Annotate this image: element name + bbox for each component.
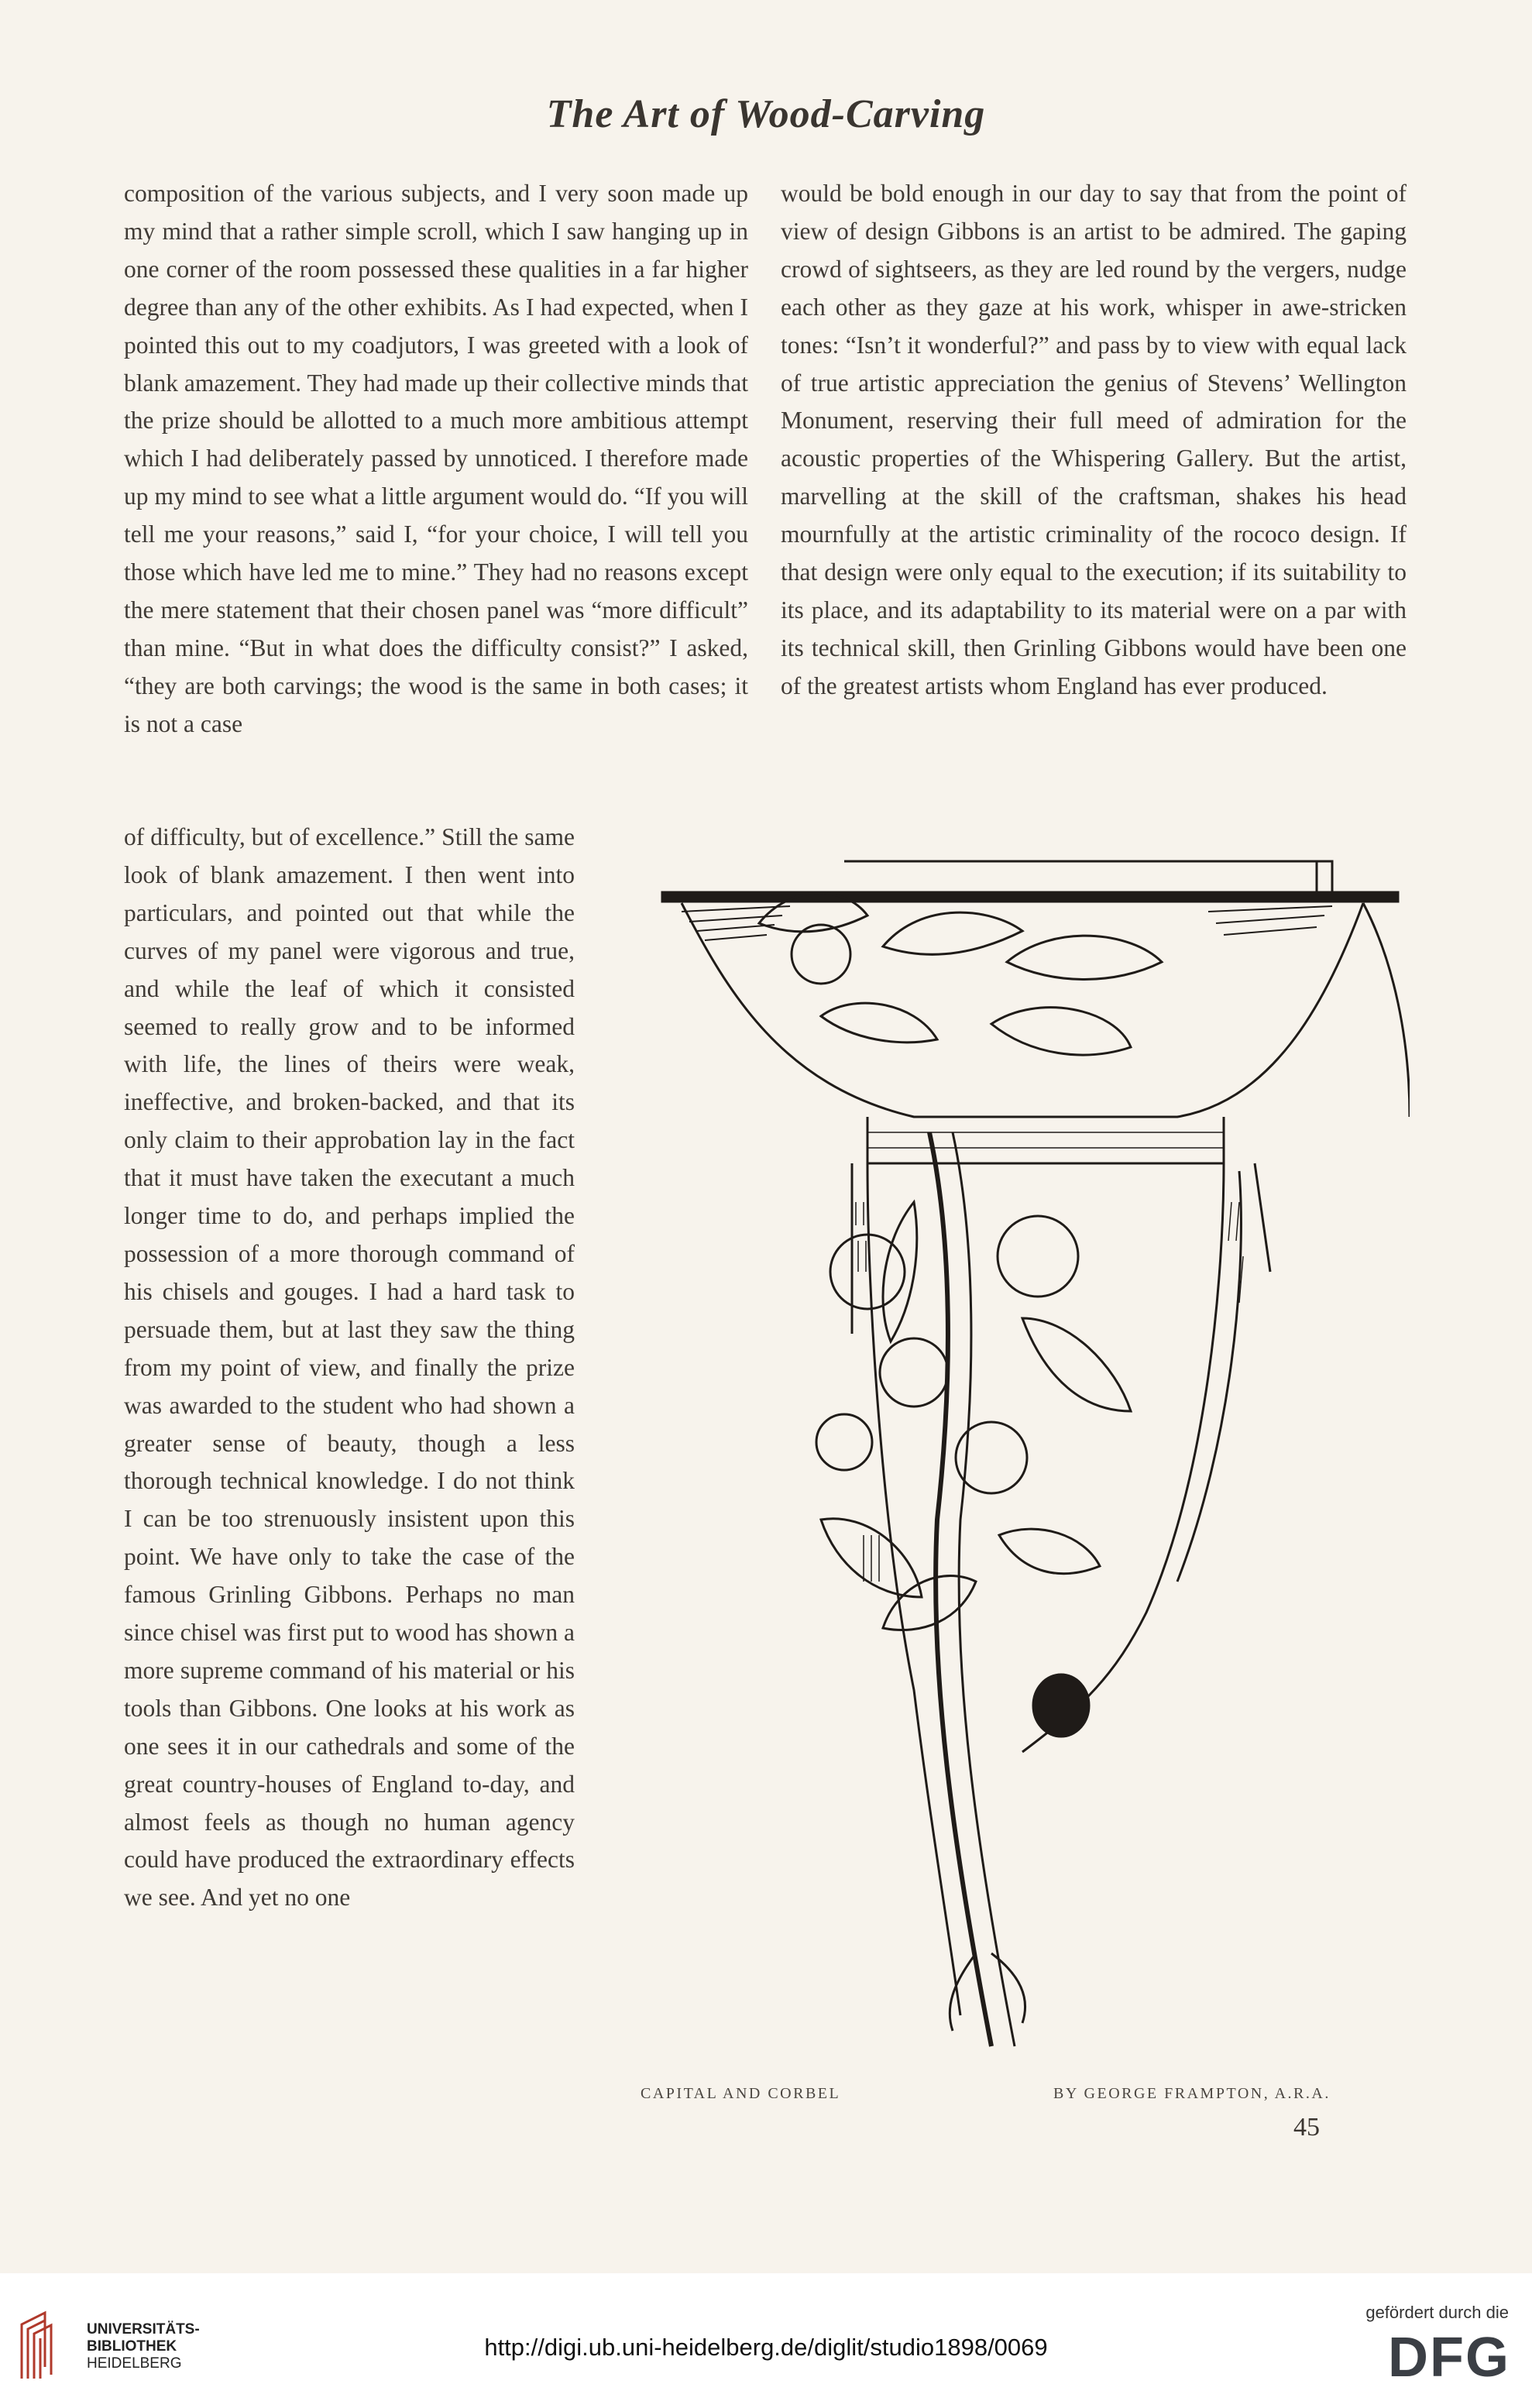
source-url-link[interactable]: http://digi.ub.uni-heidelberg.de/diglit/studio1898/0069 <box>484 2334 1048 2361</box>
carved-fruit <box>830 1235 905 1309</box>
carved-leaf <box>883 1202 917 1341</box>
carved-stem <box>929 1132 991 2046</box>
page-number: 45 <box>1293 2113 1320 2142</box>
carved-knot <box>1033 1675 1089 1736</box>
university-library-name: UNIVERSITÄTS- BIBLIOTHEK HEIDELBERG <box>87 2321 200 2372</box>
carved-leaf <box>1007 936 1162 979</box>
sponsor-text: gefördert durch die <box>1365 2303 1509 2322</box>
right-column-text: would be bold enough in our day to say that from the point of view of design Gibbons is an artist to be admired. The gaping crowd of sightseers, as they are led round by the vergers, nudge each other as they gaze at his work, whisper in awe-stricken tones: “Isn’t it wonderful?” and pass by to view with equal lack of true artistic appreciation the genius of Stevens’ Wellington Monument, reserving their full meed of admiration for the acoustic properties of the Whispering Gallery. But the artist, marvelling at the skill of the craftsman, shakes his head mournfully at the artistic criminality of the rococo design. If that design were only equal to the execution; if its suitability to its place, and its adaptability to its material were on a par with its technical skill, then Grinling Gibbons would have been one of the greatest artists whom England has ever produced. <box>781 180 1407 699</box>
carved-fruit <box>792 925 850 984</box>
carved-fruit <box>816 1414 872 1470</box>
carved-fruit <box>998 1216 1078 1297</box>
left-column-top-text: composition of the various subjects, and I very soon made up my mind that a rather simple scroll, which I saw hanging up in one corner of the room possessed these qualities in a far higher degree than any of the other exhibits. As I had expected, when I pointed this out to my coadjutors, I was greeted with a look of blank amazement. They had made up their collective minds that the prize should be allotted to a much more ambitious attempt which I had deliberately passed by unnoticed. I therefore made up my mind to see what a little argument would do. “If you will tell me your reasons,” said I, “for your choice, I will tell you those which have led me to mine.” They had no reasons except the mere statement that their chosen panel was “more difficult” than mine. “But in what does the difficulty consist?” I asked, “they are both carvings; the wood is the same in both cases; it is not a case <box>124 180 748 737</box>
dfg-logo-icon: DFG <box>1388 2327 1510 2389</box>
carved-leaf <box>999 1529 1100 1574</box>
caption-artist: BY GEORGE FRAMPTON, A.R.A. <box>1053 2085 1331 2102</box>
capital-and-corbel-illustration <box>589 838 1410 2077</box>
carved-leaf <box>821 1003 937 1043</box>
running-head: The Art of Wood-Carving <box>546 92 986 136</box>
caption-title: CAPITAL AND CORBEL <box>641 2085 841 2102</box>
carved-leaf <box>1022 1318 1131 1411</box>
carved-fruit <box>880 1338 948 1407</box>
carved-leaf <box>991 1008 1131 1055</box>
left-column-bottom-text: of difficulty, but of excellence.” Still the same look of blank amazement. I then went into particulars, and pointed out that while the curves of my panel were vigorous and true, and while the leaf of which it consisted seemed to really grow and to be informed with life, the lines of theirs were weak, ineffective, and broken-backed, and that its only claim to their approbation lay in the fact that it must have taken the executant a much longer time to do, and perhaps implied the possession of a more thorough command of his chisels and gouges. I had a hard task to persuade them, but at last they saw the thing from my point of view, and finally the prize was awarded to the student who had shown a greater sense of beauty, though a less thorough technical knowledge. I do not think I can be too strenuously insistent upon this point. We have only to take the case of the famous Grinling Gibbons. Perhaps no man since chisel was first put to wood has shown a more supreme command of his material or his tools than Gibbons. One looks at his work as one sees it in our cathedrals and some of the great country-houses of England to-day, and almost feels as though no human agency could have produced the extraordinary effects we see. And yet no one <box>124 823 575 1912</box>
footer-bar <box>0 2273 1532 2408</box>
carved-leaf <box>883 912 1022 954</box>
